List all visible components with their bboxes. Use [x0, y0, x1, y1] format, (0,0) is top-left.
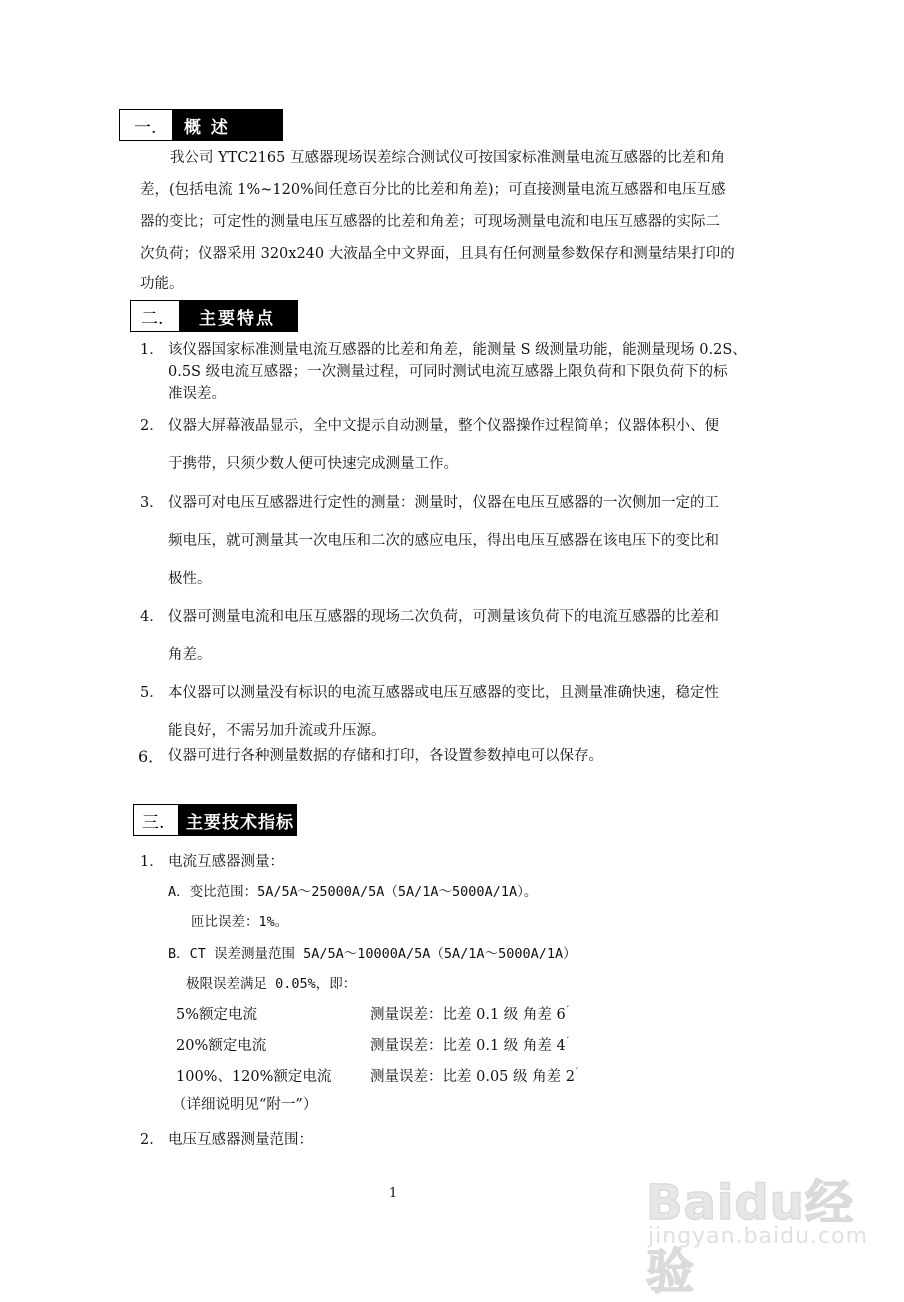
section-title: 主要特点 — [179, 301, 297, 331]
spec-b-line: B．CT 误差测量范围 5A/5A～10000A/5A（5A/1A～5000A/1A） — [168, 946, 577, 962]
feature-line: 该仪器国家标准测量电流互感器的比差和角差，能测量 S 级测量功能，能测量现场 0.2S、 — [168, 342, 747, 358]
feature-number: 6． — [138, 747, 165, 766]
feature-line: 0.5S 级电流互感器；一次测量过程，可同时测试电流互感器上限负荷和下限负荷下的标 — [168, 364, 728, 380]
spec-a-line: A．变比范围：5A/5A～25000A/5A（5A/1A～5000A/1A）。 — [168, 884, 538, 900]
overview-line: 功能。 — [140, 276, 184, 292]
feature-number: 4． — [140, 609, 164, 625]
overview-line: 差，(包括电流 1%~120%间任意百分比的比差和角差)；可直接测量电流互感器和电压互感 — [140, 182, 726, 198]
section-header-features — [130, 300, 298, 332]
feature-line: 仪器大屏幕液晶显示，全中文提示自动测量，整个仪器操作过程简单；仪器体积小、便 — [168, 418, 719, 434]
section-number: 一. — [120, 110, 172, 140]
feature-line: 极性。 — [168, 571, 212, 587]
feature-line: 能良好，不需另加升流或升压源。 — [168, 723, 386, 739]
feature-line: 仪器可进行各种测量数据的存储和打印，各设置参数掉电可以保存。 — [168, 748, 603, 764]
section-title: 概 述 — [172, 110, 282, 140]
feature-line: 于携带，只须少数人便可快速完成测量工作。 — [168, 456, 458, 472]
section-number: 二. — [131, 301, 179, 331]
feature-number: 5． — [140, 685, 164, 701]
spec-row-label: 5%额定电流 — [176, 1007, 258, 1023]
overview-line: 次负荷；仪器采用 320x240 大液晶全中文界面，且具有任何测量参数保存和测量结果打印的 — [140, 246, 735, 262]
spec-item-number: 1． — [140, 854, 164, 870]
feature-line: 仪器可测量电流和电压互感器的现场二次负荷，可测量该负荷下的电流互感器的比差和 — [168, 609, 719, 625]
spec-item-number: 2． — [140, 1132, 164, 1148]
spec-row-label: 20%额定电流 — [176, 1038, 267, 1054]
spec-b-sub: 极限误差满足 0.05%，即： — [186, 976, 357, 992]
watermark-brand: Baidu经验 — [646, 1175, 854, 1300]
feature-line: 准误差。 — [168, 386, 226, 402]
overview-line: 我公司 YTC2165 互感器现场误差综合测试仪可按国家标准测量电流互感器的比差和角 — [170, 150, 725, 166]
feature-line: 频电压，就可测量其一次电压和二次的感应电压，得出电压互感器在该电压下的变比和 — [168, 533, 719, 549]
feature-number: 3． — [140, 495, 164, 511]
page-number: 1 — [389, 1186, 398, 1201]
watermark — [636, 1156, 876, 1300]
watermark-site: jingyan.baidu.com — [648, 1224, 869, 1249]
feature-line: 本仪器可以测量没有标识的电流互感器或电压互感器的变比，且测量准确快速，稳定性 — [168, 685, 719, 701]
feature-line: 角差。 — [168, 647, 212, 663]
section-header-overview — [119, 109, 283, 141]
section-header-specs — [133, 804, 297, 836]
section-title: 主要技术指标 — [178, 805, 296, 835]
spec-note: （详细说明见“附一”） — [172, 1097, 318, 1113]
feature-number: 1． — [140, 342, 164, 358]
feature-number: 2． — [140, 418, 164, 434]
spec-row-label: 100%、120%额定电流 — [176, 1069, 332, 1085]
spec-row-error: 测量误差：比差 0.1 级 角差 6′ — [370, 1005, 570, 1023]
feature-line: 仪器可对电压互感器进行定性的测量：测量时，仪器在电压互感器的一次侧加一定的工 — [168, 495, 719, 511]
spec-item-text: 电压互感器测量范围： — [168, 1132, 313, 1148]
spec-item-text: 电流互感器测量： — [168, 854, 284, 870]
section-number: 三. — [134, 805, 178, 835]
spec-row-error: 测量误差：比差 0.05 级 角差 2′ — [370, 1067, 579, 1085]
overview-line: 器的变比；可定性的测量电压互感器的比差和角差；可现场测量电流和电压互感器的实际二 — [140, 214, 720, 230]
spec-a-sub: 匝比误差：1%。 — [191, 914, 289, 930]
spec-row-error: 测量误差：比差 0.1 级 角差 4′ — [370, 1036, 570, 1054]
